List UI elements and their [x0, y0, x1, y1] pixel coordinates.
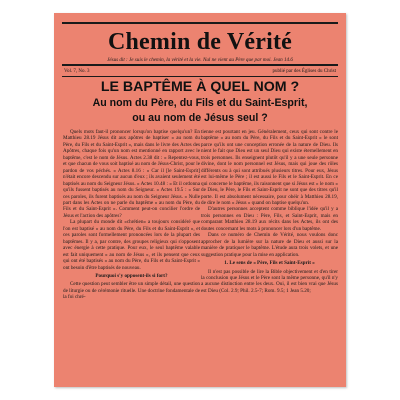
article-paragraph: Cette question peut sembler être un simple détail, une question de liturgie ou de cérémonie rituelle. Une doctrine fondamentale de la foi chré- — [63, 281, 200, 301]
article-paragraph: La plupart du monde dit «chrétien» a toujours considéré que l'on est baptisé « au nom du Père, du Fils et du Saint-Esprit », et ces paroles sont formellement prononcées lors de la plupart des baptêmes. Il y a, par contre, des groupes religieux qui s'opposent avec énergie à cette pratique. Pour eux, le seul baptême valable est fait uniquement « au nom de Jésus », et ils pensent que ceux qui ont été baptisés « au nom du Père, du Fils et du Saint-Esprit » ont besoin d'être baptisés de nouveau. — [63, 219, 200, 271]
article-paragraph: tienne est pourtant en jeu. Généralement, ceux qui sont contre le baptême « au nom du Père, du Fils et du Saint-Esprit » le sont parce qu'ils ont une conception erronée de la nature de Dieu. Ils nient le fait que Dieu est un seul Dieu qui existe éternellement en trois personnes. Ils enseignent plutôt qu'il y a une seule personne divine, dont le nom personnel est Jésus, mais qui joue des rôles différents ou à qui sont attribués plusieurs titres. Pour eux, Jésus est lui-même le Père ; il est aussi le Fils et le Saint-Esprit. En ce qui concerne le baptême, ils raisonnent que si Jésus est « le nom » de Dieu, le Père, le Fils et Saint-Esprit ne sont que des titres qu'il porte. Il est absolument nécessaire, pour obéir à Matthieu 28.19, de dire le nom « Jésus » quand on baptise quelqu'un. — [201, 129, 338, 206]
publisher-line: publié par des Églises du Christ — [272, 69, 336, 74]
header-divider — [62, 76, 338, 77]
masthead-top-rule — [62, 22, 338, 24]
article-paragraph: Quels mots faut-il prononcer lorsqu'on baptise quelqu'un? En Matthieu 28.19 Jésus dit aux apôtres de baptiser « au nom du Père, du Fils et du Saint-Esprit », mais dans le livre des Actes des Apôtres, chaque fois qu'un nom est mentionné en rapport avec le baptême, c'est le nom de Jésus. Actes 2.38 dit : « Repentez-vous, et que chacun de vous soit baptisé au nom de Jésus-Christ, pour le pardon de vos péchés. » Actes 8.16 : « Car il [le Saint-Esprit] n'était encore descendu sur aucun d'eux ; ils avaient seulement été baptisés au nom du Seigneur Jésus. » Actes 10.48 : « Et il ordonna qu'ils fussent baptisés au nom du Seigneur. » Actes 19.5 : « Sur ces paroles, ils furent baptisés au nom du Seigneur Jésus. » Nulle part dans les Actes on ne parle du baptême « au nom du Père, du Fils et du Saint-Esprit ». Comment peut-on concilier l'ordre de Jésus et l'action des apôtres? — [63, 129, 200, 219]
masthead-tagline: Jésus dit : Je suis le chemin, la vérité et la vie. Nul ne vient au Père que par moi. Jean 14.6 — [107, 57, 293, 63]
newsletter-page — [54, 13, 346, 387]
headline-subtitle-line: ou au nom de Jésus seul ? — [132, 112, 268, 124]
masthead-bottom-rule — [62, 64, 338, 66]
article-paragraph: D'autres personnes acceptent comme biblique l'idée qu'il y a trois personnes en Dieu : Père, Fils, et Saint-Esprit, mais en comparant Matthieu 28.19 aux récits dans les Actes, ils ont des doutes concernant les mots à prononcer lors d'un baptême. — [201, 206, 338, 232]
masthead-title: Chemin de Vérité — [107, 29, 293, 55]
section-subheading: Pourquoi s'y opposent-ils si fort? — [95, 272, 168, 279]
headline-main: LE BAPTÊME À QUEL NOM ? — [100, 79, 300, 95]
article-left-column — [63, 129, 200, 301]
headline-subtitle — [54, 96, 346, 126]
article-paragraph: Il n'est pas possible de lire la Bible objectivement et d'en tirer la conclusion que Jésus et le Père sont la même personne, qu'il n'y a aucune distinction entre les deux. Oui, il est bien vrai que Jésus est Dieu (Col. 2.9; Phil. 2.5-7; Rom. 9.5; 1 Jean 5.20; — [201, 268, 338, 294]
article-paragraph: Dans ce numéro de Chemin de Vérité, nous voulons donc approcher de la lumière sur la nature de Dieu et aussi sur la manière de pratiquer le baptême. L'étude aura trois volets, et une suggestion pratique pour la mise en application. — [201, 232, 338, 258]
article-right-column — [201, 129, 338, 294]
section-subheading: 1. Le sens de « Père, Fils et Saint-Esprit » — [224, 260, 315, 267]
headline-subtitle-line: Au nom du Père, du Fils et du Saint-Esprit, — [92, 97, 308, 109]
volume-number: Vol. 7, No. 3 — [64, 69, 90, 74]
